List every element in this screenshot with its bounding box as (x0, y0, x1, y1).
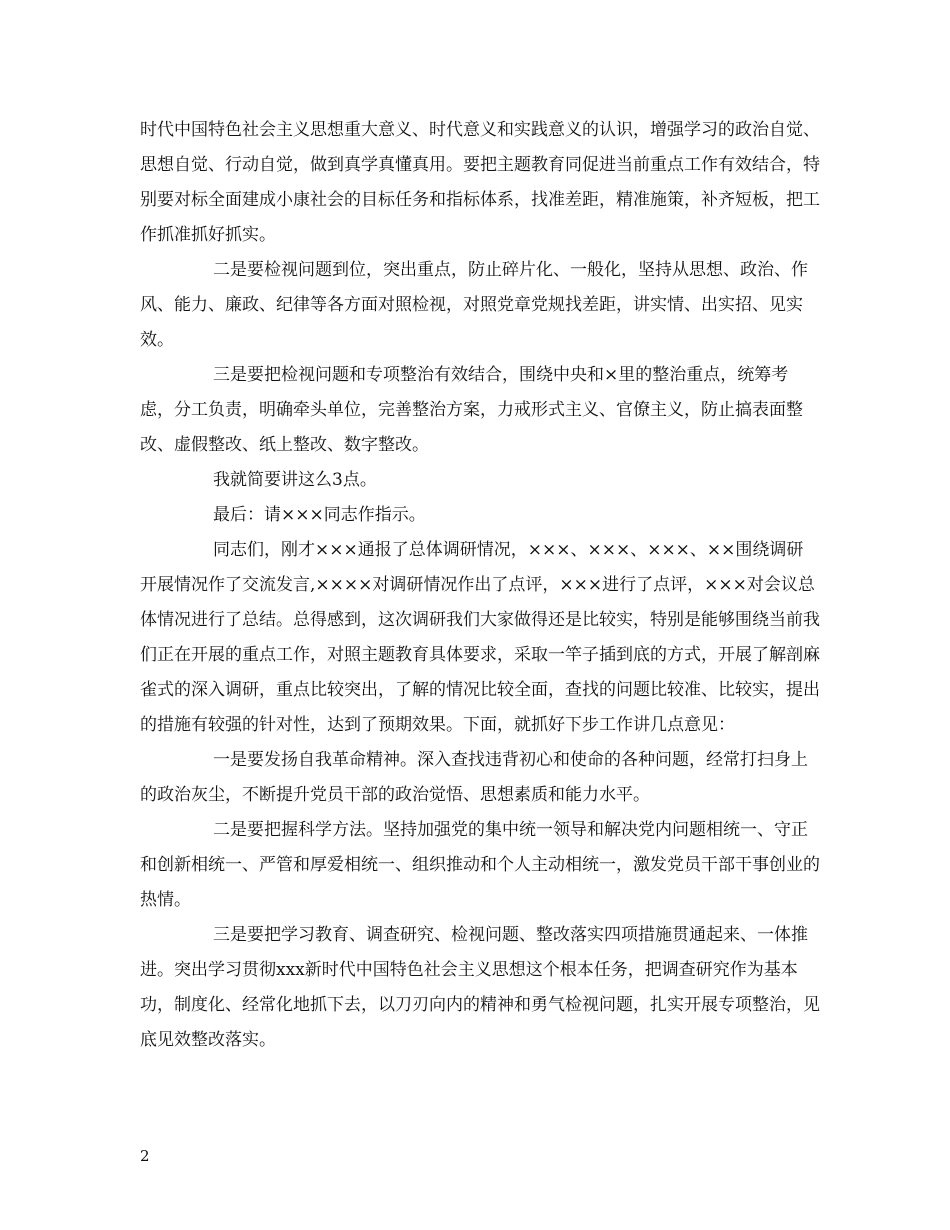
paragraph-inspection: 二是要检视问题到位，突出重点，防止碎片化、一般化，坚持从思想、政治、作风、能力、廉政、纪律等各方面对照检视，对照党章党规找差距，讲实情、出实招、见实效。 (140, 260, 808, 350)
document-body (140, 113, 820, 1058)
paragraph-brief-points: 我就简要讲这么3点。 (213, 470, 377, 490)
paragraph-rectification: 三是要把检视问题和专项整治有效结合，围绕中央和×里的整治重点，统筹考虑，分工负责，明确牵头单位，完善整治方案，力戒形式主义、官僚主义，防止搞表面整改、虚假整改、纸上整改、数字整改。 (140, 365, 803, 455)
paragraph-point-one: 一是要发扬自我革命精神。深入查找违背初心和使命的各种问题，经常打扫身上的政治灰尘，不断提升党员干部的政治觉悟、思想素质和能力水平。 (140, 750, 808, 805)
page-number: 2 (140, 1147, 150, 1165)
paragraph-point-two: 二是要把握科学方法。坚持加强党的集中统一领导和解决党内问题相统一、守正和创新相统一、严管和厚爱相统一、组织推动和个人主动相统一，激发党员干部干事创业的热情。 (140, 820, 820, 910)
paragraph-final-instruction: 最后：请×××同志作指示。 (213, 505, 426, 525)
paragraph-summary: 同志们，刚才×××通报了总体调研情况，×××、×××、×××、××围绕调研开展情况作了交流发言,××××对调研情况作出了点评，×××进行了点评，×××对会议总体情况进行了总结。总得感到，这次调研我们大家做得还是比较实，特别是能够围绕当前我们正在开展的重点工作，对照主题教育具体要求，采取一竿子插到底的方式，开展了解剖麻雀式的深入调研，重点比较突出，了解的情况比较全面，查找的问题比较准、比较实，提出的措施有较强的针对性，达到了预期效果。下面，就抓好下步工作讲几点意见： (140, 540, 820, 735)
paragraph-point-three: 三是要把学习教育、调查研究、检视问题、整改落实四项措施贯通起来、一体推进。突出学习贯彻xxx新时代中国特色社会主义思想这个根本任务，把调查研究作为基本功，制度化、经常化地抓下去，以刀刃向内的精神和勇气检视问题，扎实开展专项整治，见底见效整改落实。 (140, 925, 820, 1050)
paragraph-continuation: 时代中国特色社会主义思想重大意义、时代意义和实践意义的认识，增强学习的政治自觉、思想自觉、行动自觉，做到真学真懂真用。要把主题教育同促进当前重点工作有效结合，特别要对标全面建成小康社会的目标任务和指标体系，找准差距，精准施策，补齐短板，把工作抓准抓好抓实。 (140, 120, 820, 245)
